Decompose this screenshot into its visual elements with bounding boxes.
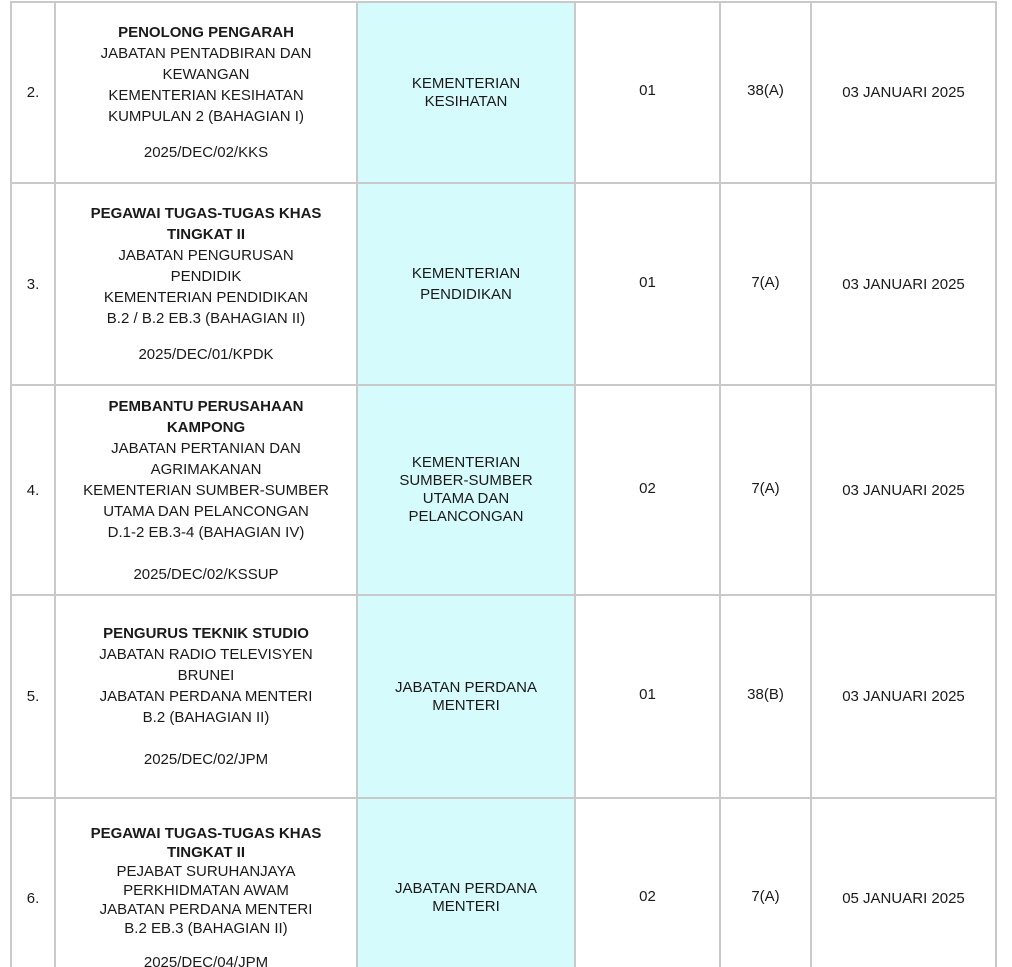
post-title: PEMBANTU PERUSAHAAN <box>108 397 304 415</box>
salary-group <box>720 385 811 595</box>
table-row <box>11 798 996 967</box>
salary-group-value: 7(A) <box>751 887 780 905</box>
table-row <box>11 595 996 798</box>
post-detail: JABATAN RADIO TELEVISYEN <box>99 646 313 663</box>
vacancy-count <box>575 183 720 385</box>
post-title: PENOLONG PENGARAH <box>118 24 294 41</box>
post-detail: BRUNEI <box>177 667 235 684</box>
ministry-cell <box>357 385 575 595</box>
post-detail: AGRIMAKANAN <box>150 460 262 478</box>
salary-group <box>720 183 811 385</box>
post-reference: 2025/DEC/02/JPM <box>143 751 269 768</box>
post-reference: 2025/DEC/04/JPM <box>143 954 269 967</box>
ministry-line: JABATAN PERDANA <box>395 678 537 696</box>
ministry-line: PELANCONGAN <box>408 508 524 525</box>
post-cell <box>55 798 357 967</box>
closing-date: 05 JANUARI 2025 <box>811 798 996 967</box>
post-detail: JABATAN PENGURUSAN <box>118 247 294 264</box>
table-row <box>11 385 996 595</box>
ministry-cell <box>357 798 575 967</box>
ministry-line: KEMENTERIAN <box>411 454 521 471</box>
ministry-line: MENTERI <box>432 696 500 714</box>
post-detail: B.2 EB.3 (BAHAGIAN II) <box>124 920 288 937</box>
ministry-line: JABATAN PERDANA <box>395 880 537 897</box>
salary-group <box>720 595 811 798</box>
post-detail: JABATAN PENTADBIRAN DAN <box>100 45 312 62</box>
ministry-line: SUMBER-SUMBER <box>399 472 533 489</box>
ministry-line: UTAMA DAN <box>422 490 510 507</box>
post-reference: 2025/DEC/01/KPDK <box>138 346 274 363</box>
post-reference: 2025/DEC/02/KKS <box>143 144 269 161</box>
vacancy-count-value: 01 <box>639 82 656 99</box>
salary-group-value: 7(A) <box>751 479 780 497</box>
table-row <box>11 183 996 385</box>
salary-group-value: 38(A) <box>747 82 784 99</box>
salary-group-value: 38(B) <box>747 686 784 703</box>
row-number: 5. <box>11 595 55 798</box>
vacancy-count-value: 02 <box>639 887 656 905</box>
row-number: 4. <box>11 385 55 595</box>
post-title: KAMPONG <box>166 418 246 436</box>
post-title: PENGURUS TEKNIK STUDIO <box>103 625 309 642</box>
post-title: TINGKAT II <box>166 226 246 243</box>
post-cell <box>55 2 357 183</box>
post-detail: KEMENTERIAN SUMBER-SUMBER <box>83 481 329 499</box>
post-detail: JABATAN PERTANIAN DAN <box>111 439 301 457</box>
post-detail: PENDIDIK <box>170 268 242 285</box>
post-cell <box>55 595 357 798</box>
vacancy-count <box>575 798 720 967</box>
closing-date: 03 JANUARI 2025 <box>811 595 996 798</box>
vacancy-count <box>575 385 720 595</box>
ministry-line: KESIHATAN <box>424 92 508 110</box>
table-row <box>11 2 996 183</box>
post-reference: 2025/DEC/02/KSSUP <box>133 565 279 583</box>
ministry-cell <box>357 595 575 798</box>
post-detail: UTAMA DAN PELANCONGAN <box>103 502 309 520</box>
ministry-cell <box>357 2 575 183</box>
vacancy-count <box>575 2 720 183</box>
post-cell <box>55 183 357 385</box>
post-detail: B.2 (BAHAGIAN II) <box>142 709 270 726</box>
salary-group <box>720 2 811 183</box>
ministry-line: MENTERI <box>432 898 500 915</box>
ministry-line: KEMENTERIAN <box>411 74 521 92</box>
closing-date: 03 JANUARI 2025 <box>811 2 996 183</box>
vacancy-count-value: 01 <box>639 273 656 291</box>
post-detail: PEJABAT SURUHANJAYA <box>116 863 296 880</box>
vacancy-count-value: 02 <box>639 479 656 497</box>
post-title: PEGAWAI TUGAS-TUGAS KHAS <box>90 205 322 222</box>
ministry-cell <box>357 183 575 385</box>
post-detail: D.1-2 EB.3-4 (BAHAGIAN IV) <box>107 523 305 541</box>
row-number: 6. <box>11 798 55 967</box>
closing-date: 03 JANUARI 2025 <box>811 183 996 385</box>
ministry-line: PENDIDIKAN <box>420 286 512 303</box>
post-detail: KUMPULAN 2 (BAHAGIAN I) <box>108 108 304 125</box>
closing-date: 03 JANUARI 2025 <box>811 385 996 595</box>
vacancy-count <box>575 595 720 798</box>
post-detail: PERKHIDMATAN AWAM <box>123 882 289 899</box>
row-number: 2. <box>11 2 55 183</box>
post-title: PEGAWAI TUGAS-TUGAS KHAS <box>90 825 322 842</box>
post-detail: JABATAN PERDANA MENTERI <box>99 688 313 705</box>
vacancy-table <box>10 1 997 967</box>
vacancy-count-value: 01 <box>639 686 656 703</box>
post-title: TINGKAT II <box>166 844 246 861</box>
post-cell <box>55 385 357 595</box>
salary-group <box>720 798 811 967</box>
row-number: 3. <box>11 183 55 385</box>
ministry-line: KEMENTERIAN <box>411 265 521 282</box>
post-detail: JABATAN PERDANA MENTERI <box>99 901 313 918</box>
salary-group-value: 7(A) <box>751 273 780 291</box>
post-detail: B.2 / B.2 EB.3 (BAHAGIAN II) <box>106 310 306 327</box>
post-detail: KEMENTERIAN KESIHATAN <box>108 87 304 104</box>
post-detail: KEMENTERIAN PENDIDIKAN <box>103 289 309 306</box>
post-detail: KEWANGAN <box>162 66 250 83</box>
